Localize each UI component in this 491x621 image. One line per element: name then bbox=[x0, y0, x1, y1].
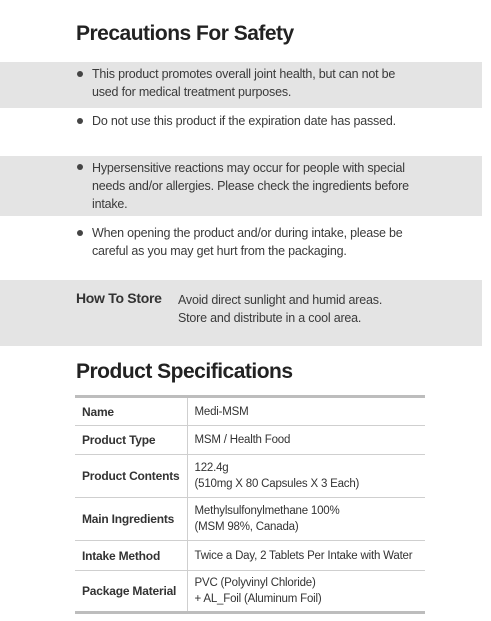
spec-value-line: MSM / Health Food bbox=[194, 434, 291, 446]
table-row bbox=[75, 397, 425, 426]
table-row bbox=[75, 571, 425, 613]
specs-table bbox=[75, 395, 425, 614]
spec-value bbox=[187, 571, 425, 613]
precautions-title: Precautions For Safety bbox=[76, 22, 294, 45]
spec-key: Product Type bbox=[82, 433, 156, 447]
table-row bbox=[75, 426, 425, 455]
spec-value bbox=[187, 541, 425, 571]
storage-label: How To Store bbox=[76, 290, 162, 306]
spec-key: Main Ingredients bbox=[82, 512, 175, 526]
spec-value-line: Medi-MSM bbox=[194, 405, 249, 418]
spec-value bbox=[187, 455, 425, 498]
precaution-row bbox=[0, 156, 482, 216]
table-row bbox=[75, 498, 425, 541]
spec-key: Name bbox=[82, 404, 114, 419]
precaution-text: Do not use this product if the expiration date has passed. bbox=[92, 114, 396, 128]
precaution-row bbox=[0, 62, 482, 108]
storage-text bbox=[178, 291, 438, 327]
spec-value bbox=[187, 498, 425, 541]
bullet-icon bbox=[77, 230, 83, 236]
precaution-text: When opening the product and/or during intake, please be careful as you may get hurt from the packaging. bbox=[92, 226, 403, 258]
spec-value-line: 122.4g bbox=[194, 462, 229, 474]
precaution-row bbox=[0, 108, 482, 156]
bullet-icon bbox=[77, 71, 83, 77]
spec-key: Intake Method bbox=[82, 548, 161, 563]
spec-value-line: Methylsulfonylmethane 100% bbox=[194, 505, 340, 517]
spec-value bbox=[187, 426, 425, 455]
spec-value-line: Twice a Day, 2 Tablets Per Intake with Water bbox=[194, 549, 413, 562]
spec-value-line: (510mg X 80 Capsules X 3 Each) bbox=[194, 478, 360, 490]
bullet-icon bbox=[77, 164, 83, 170]
spec-key: Package Material bbox=[82, 584, 177, 598]
spec-value-line: + AL_Foil (Aluminum Foil) bbox=[194, 593, 322, 605]
table-row bbox=[75, 541, 425, 571]
spec-key: Product Contents bbox=[82, 469, 180, 483]
bullet-icon bbox=[77, 118, 83, 124]
storage-text-line: Avoid direct sunlight and humid areas. bbox=[178, 293, 383, 307]
spec-value bbox=[187, 397, 425, 426]
spec-value-line: PVC (Polyvinyl Chloride) bbox=[194, 577, 316, 589]
precaution-row bbox=[0, 216, 482, 278]
table-row bbox=[75, 455, 425, 498]
specs-title: Product Specifications bbox=[76, 360, 293, 383]
storage-text-line: Store and distribute in a cool area. bbox=[178, 311, 362, 325]
precaution-text: Hypersensitive reactions may occur for people with special needs and/or allergies. Please check the ingredients before intake. bbox=[92, 161, 409, 211]
precaution-text: This product promotes overall joint health, but can not be used for medical treatment purposes. bbox=[92, 67, 396, 99]
spec-value-line: (MSM 98%, Canada) bbox=[194, 521, 299, 533]
